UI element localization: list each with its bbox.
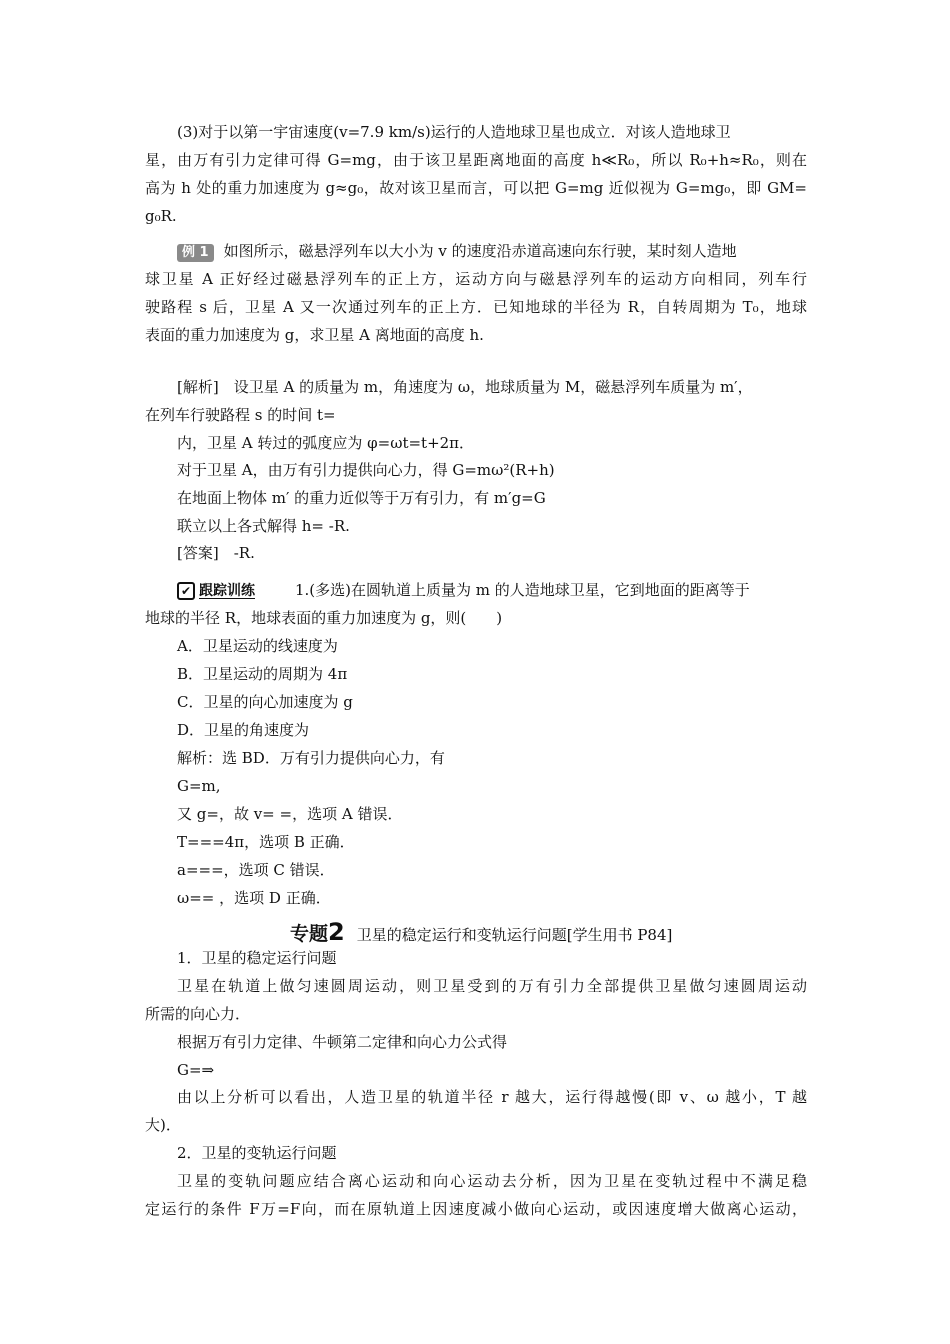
analysis-line1: [解析] 设卫星 A 的质量为 m，角速度为 ω，地球质量为 M，磁悬浮列车质量为 m′，	[177, 378, 753, 396]
answer-line: [答案] -R.	[177, 544, 255, 562]
example-line1	[177, 241, 737, 262]
section1-p4-line2: 大)．	[145, 1116, 181, 1134]
solution-line2: G=m,	[177, 777, 221, 795]
section2-heading: 2．卫星的变轨运行问题	[177, 1144, 337, 1162]
training-label: ✔ 跟踪训练	[177, 581, 255, 601]
section2-p1-line1: 卫星的变轨问题应结合离心运动和向心运动去分析，因为卫星在变轨过程中不满足稳	[177, 1172, 807, 1190]
section1-p4-line1: 由以上分析可以看出，人造卫星的轨道半径 r 越大，运行得越慢(即 v、ω 越小，T 越	[177, 1088, 807, 1106]
solution-line6: ω== ，选项 D 正确．	[177, 889, 331, 907]
para3-line2: 星，由万有引力定律可得 G=mg，由于该卫星距离地面的高度 h≪R₀，所以 R₀+h≈R₀，则在	[145, 151, 807, 169]
section1-p1-line2: 所需的向心力．	[145, 1005, 251, 1023]
topic2-heading	[290, 918, 672, 946]
para3-line3: 高为 h 处的重力加速度为 g≈g₀，故对该卫星而言，可以把 G=mg 近似视为 G=mg₀，即 GM=	[145, 179, 807, 197]
solution-line5: a===，选项 C 错误．	[177, 861, 335, 879]
analysis-line5: 在地面上物体 m′ 的重力近似等于万有引力，有 m′g=G	[177, 489, 546, 507]
solution-line4: T===4π，选项 B 正确．	[177, 833, 355, 851]
training-question-line1: 1.(多选)在圆轨道上质量为 m 的人造地球卫星，它到地面的距离等于	[295, 581, 750, 599]
option-b: B．卫星运动的周期为 4π	[177, 665, 348, 683]
option-d: D．卫星的角速度为	[177, 721, 310, 739]
analysis-line4: 对于卫星 A，由万有引力提供向心力，得 G=mω²(R+h)	[177, 461, 555, 479]
topic2-label: 专题2	[290, 918, 345, 946]
section1-p1-line1: 卫星在轨道上做匀速圆周运动，则卫星受到的万有引力全部提供卫星做匀速圆周运动	[177, 977, 807, 995]
option-c: C．卫星的向心加速度为 g	[177, 693, 353, 711]
section2-p1-line2: 定运行的条件 F万=F向，而在原轨道上因速度减小做向心运动，或因速度增大做离心运动，	[145, 1200, 807, 1218]
para3-line4: g₀R.	[145, 207, 177, 225]
solution-line1: 解析：选 BD．万有引力提供向心力，有	[177, 749, 445, 767]
topic2-title: 卫星的稳定运行和变轨运行问题[学生用书 P84]	[356, 926, 673, 944]
analysis-line2: 在列车行驶路程 s 的时间 t=	[145, 406, 336, 424]
example-line1-text: 如图所示，磁悬浮列车以大小为 v 的速度沿赤道高速向东行驶，某时刻人造地	[223, 242, 737, 260]
section1-heading: 1．卫星的稳定运行问题	[177, 949, 337, 967]
training-question-line2: 地球的半径 R，地球表面的重力加速度为 g，则( )	[145, 609, 503, 627]
example-line2: 球卫星 A 正好经过磁悬浮列车的正上方，运动方向与磁悬浮列车的运动方向相同，列车行	[145, 270, 807, 288]
example-badge: 例 1	[177, 244, 214, 262]
analysis-line3: 内，卫星 A 转过的弧度应为 φ=ωt=t+2π．	[177, 434, 475, 452]
para3-line1: (3)对于以第一宇宙速度(v=7.9 km/s)运行的人造地球卫星也成立．对该人造地球卫	[177, 123, 731, 141]
analysis-line6: 联立以上各式解得 h= -R.	[177, 517, 350, 535]
example-line4: 表面的重力加速度为 g，求卫星 A 离地面的高度 h.	[145, 326, 484, 344]
check-icon: ✔	[177, 582, 195, 600]
training-line1	[177, 580, 750, 601]
section1-p2: 根据万有引力定律、牛顿第二定律和向心力公式得	[177, 1033, 508, 1051]
option-a: A．卫星运动的线速度为	[177, 637, 338, 655]
solution-line3: 又 g=，故 v= =，选项 A 错误．	[177, 805, 403, 823]
section1-p3: G=⇒	[177, 1061, 215, 1079]
example-line3: 驶路程 s 后，卫星 A 又一次通过列车的正上方．已知地球的半径为 R，自转周期为 T₀，地球	[145, 298, 807, 316]
